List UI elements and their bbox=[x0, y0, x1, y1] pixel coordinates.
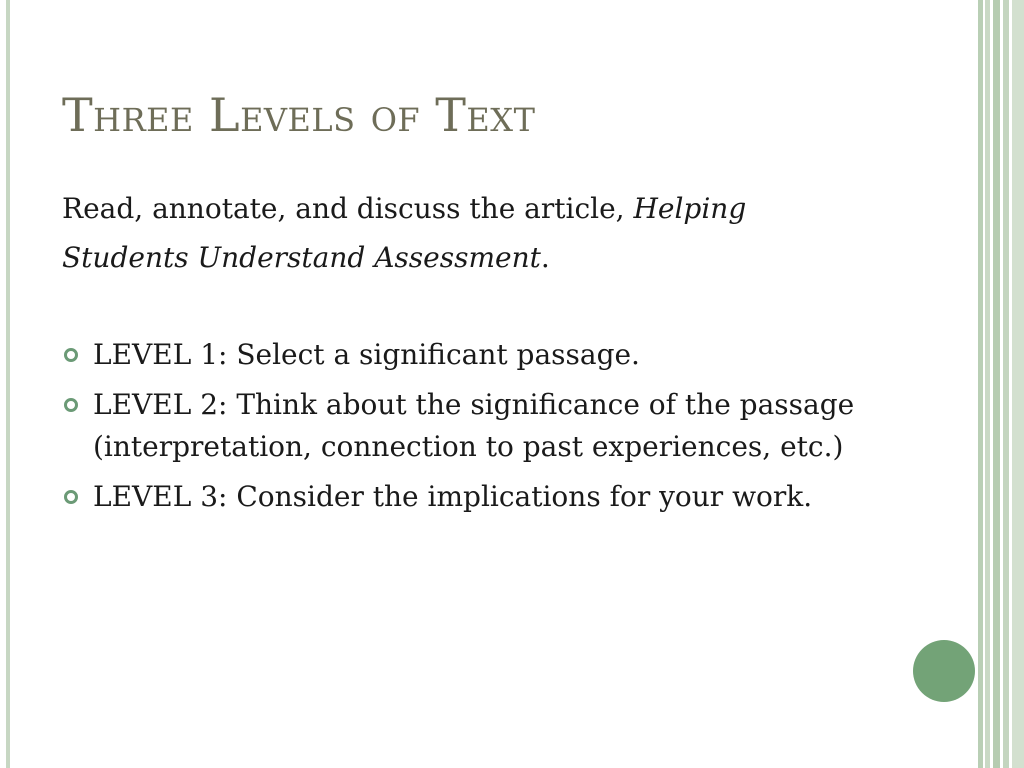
left-border bbox=[6, 0, 10, 768]
article-title: Helping Students Understand Assessment bbox=[62, 192, 747, 274]
hollow-circle-bullet-icon bbox=[64, 490, 78, 504]
slide-title: Three Levels of Text bbox=[62, 88, 536, 142]
list-item bbox=[62, 334, 862, 376]
intro-text: Read, annotate, and discuss the article, bbox=[62, 192, 634, 225]
bullet-text: LEVEL 3: Consider the implications for your work. bbox=[93, 480, 813, 513]
intro-end: . bbox=[540, 241, 550, 274]
intro-paragraph bbox=[62, 184, 852, 282]
list-item bbox=[62, 476, 862, 518]
right-stripe bbox=[993, 0, 1000, 768]
bullet-text: LEVEL 2: Think about the significance of the passage (interpretation, connection to past experiences, etc.) bbox=[93, 388, 855, 463]
hollow-circle-bullet-icon bbox=[64, 348, 78, 362]
hollow-circle-bullet-icon bbox=[64, 398, 78, 412]
list-item bbox=[62, 384, 862, 468]
right-stripe bbox=[978, 0, 983, 768]
filled-circle-icon bbox=[913, 640, 975, 702]
right-stripe bbox=[1003, 0, 1009, 768]
levels-list bbox=[62, 334, 862, 526]
bullet-text: LEVEL 1: Select a significant passage. bbox=[93, 338, 640, 371]
right-stripe bbox=[1012, 0, 1024, 768]
right-stripe bbox=[985, 0, 990, 768]
